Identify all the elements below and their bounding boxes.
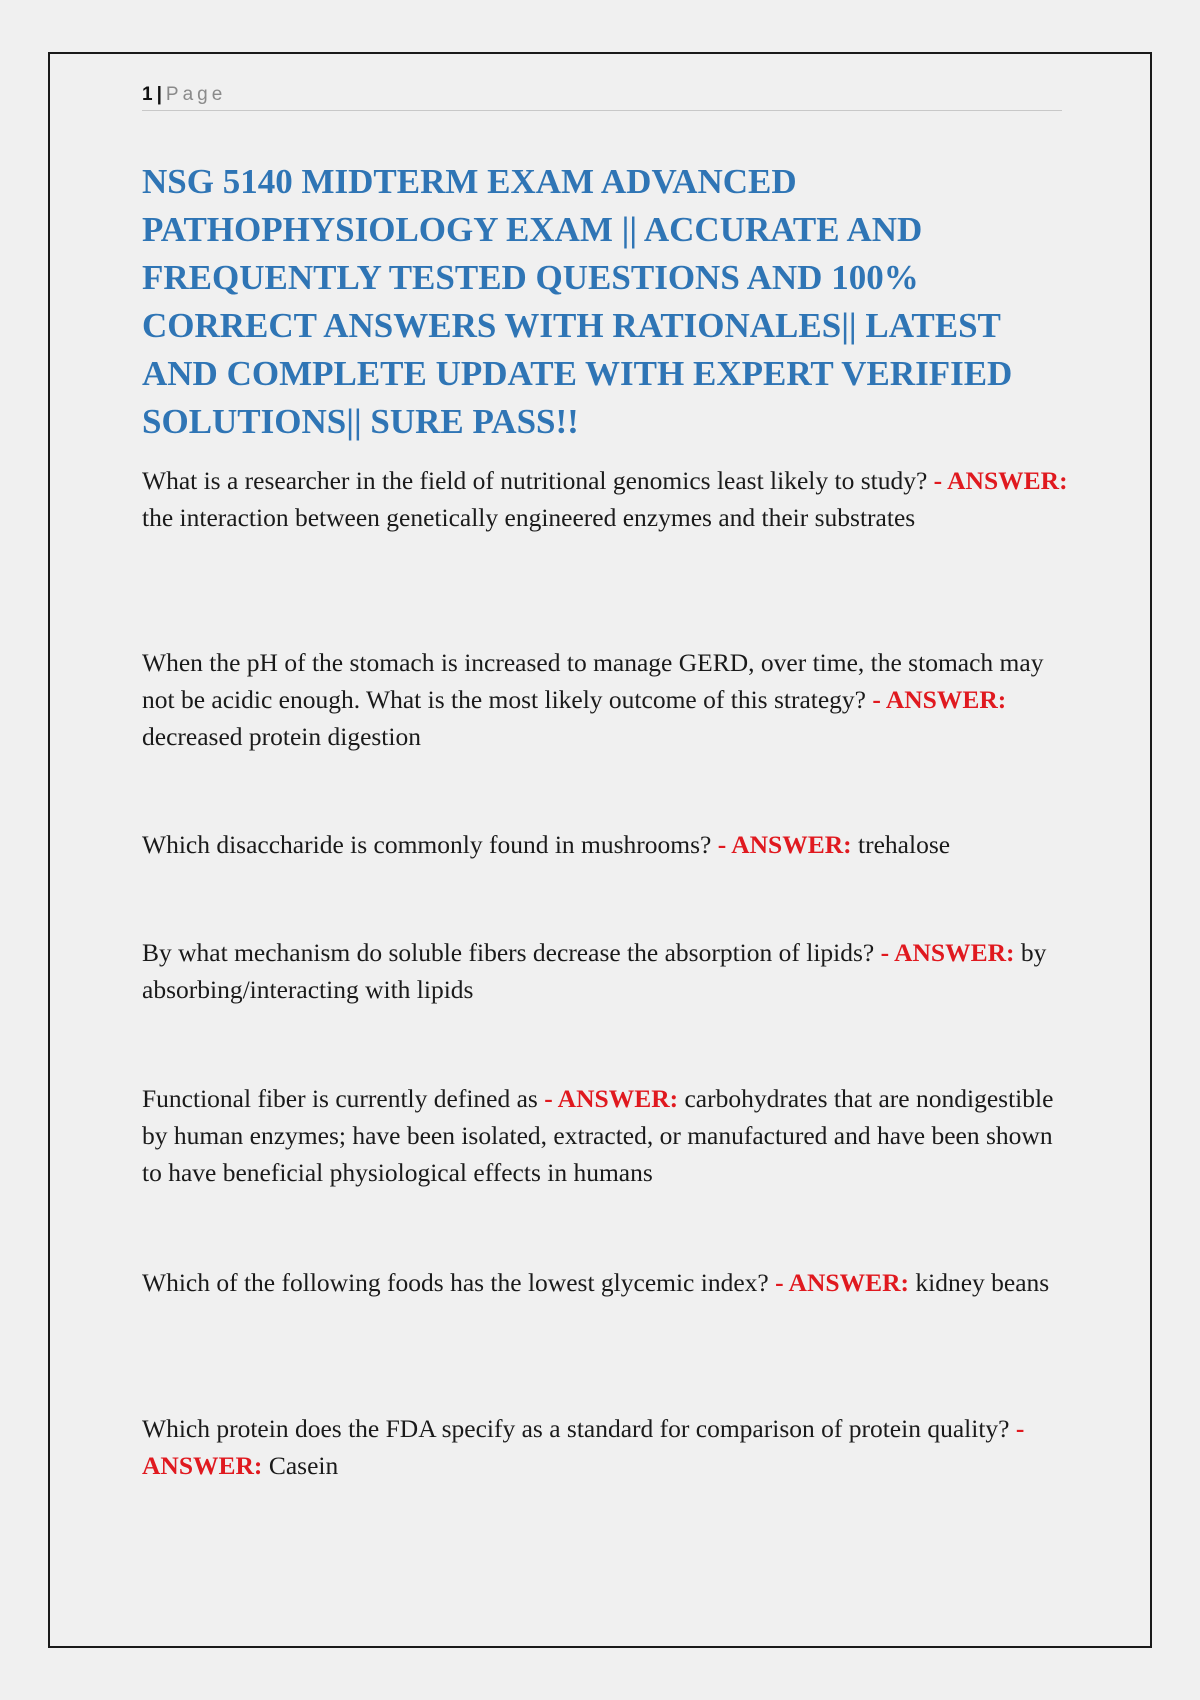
qa-item xyxy=(142,462,1072,536)
answer-label: - ANSWER: xyxy=(880,938,1015,967)
page-label: Page xyxy=(165,84,227,105)
answer-label: - ANSWER: xyxy=(933,466,1068,495)
page-number: 1 xyxy=(142,84,153,105)
question-text: Which protein does the FDA specify as a standard for comparison of protein quality? xyxy=(142,1414,1010,1443)
qa-item xyxy=(142,1410,1072,1484)
question-text: When the pH of the stomach is increased to manage GERD, over time, the stomach may not be acidic enough. What is the most likely outcome of this strategy? xyxy=(142,648,1044,714)
qa-item xyxy=(142,826,1072,863)
qa-item xyxy=(142,1080,1072,1191)
document-title: NSG 5140 MIDTERM EXAM ADVANCED PATHOPHYSIOLOGY EXAM || ACCURATE AND FREQUENTLY TESTED QUESTIONS AND 100% CORRECT ANSWERS WITH RATIONALES|| LATEST AND COMPLETE UPDATE WITH EXPERT VERIFIED SOLUTIONS|| SURE PASS!! xyxy=(142,162,1013,441)
qa-item xyxy=(142,644,1072,755)
answer-text: carbohydrates that are nondigestible by human enzymes; have been isolated, extracted, or manufactured and have been shown to have beneficial physiological effects in humans xyxy=(142,1084,1054,1187)
document-page xyxy=(48,52,1152,1648)
answer-text: by absorbing/interacting with lipids xyxy=(142,938,1047,1004)
qa-item xyxy=(142,934,1072,1008)
qa-item xyxy=(142,1264,1072,1301)
question-text: Which disaccharide is commonly found in mushrooms? xyxy=(142,830,712,859)
page-separator: | xyxy=(156,84,162,105)
answer-text: Casein xyxy=(268,1451,339,1480)
question-text: Which of the following foods has the lowest glycemic index? xyxy=(142,1268,769,1297)
answer-text: decreased protein digestion xyxy=(142,722,421,751)
answer-label: - ANSWER: xyxy=(717,830,852,859)
page-header xyxy=(142,82,1062,111)
answer-label: - ANSWER: xyxy=(775,1268,909,1297)
question-text: Functional fiber is currently defined as xyxy=(142,1084,538,1113)
question-text: What is a researcher in the field of nutritional genomics least likely to study? xyxy=(142,466,928,495)
answer-text: the interaction between genetically engineered enzymes and their substrates xyxy=(142,503,916,532)
answer-label: - ANSWER: xyxy=(872,685,1007,714)
answer-label: - ANSWER: xyxy=(142,1414,1025,1480)
answer-text: trehalose xyxy=(858,830,951,859)
question-text: By what mechanism do soluble fibers decrease the absorption of lipids? xyxy=(142,938,875,967)
answer-text: kidney beans xyxy=(915,1268,1050,1297)
answer-label: - ANSWER: xyxy=(544,1084,679,1113)
